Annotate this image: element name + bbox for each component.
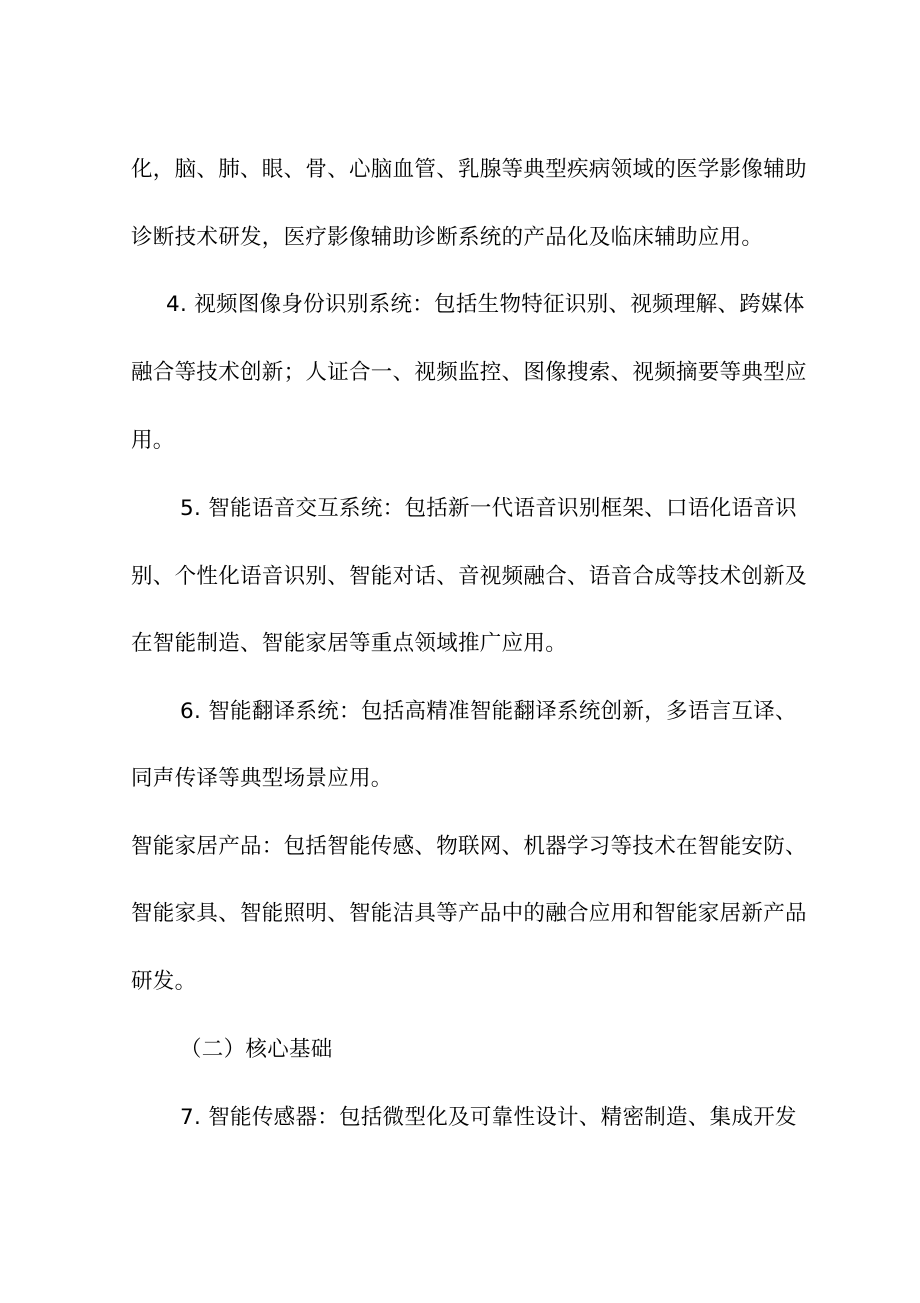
text-line: 诊断技术研发，医疗影像辅助诊断系统的产品化及临床辅助应用。 [131, 225, 764, 250]
section-heading: （二）核心基础 [180, 1037, 333, 1062]
text-line: 研发。 [131, 969, 197, 994]
text-line: 5. 智能语音交互系统：包括新一代语音识别框架、口语化语音识 [180, 496, 797, 521]
text-line: 同声传译等典型场景应用。 [131, 766, 393, 791]
text-line: 6. 智能翻译系统：包括高精准智能翻译系统创新，多语言互译、 [180, 699, 797, 724]
text-line: 化，脑、肺、眼、骨、心脑血管、乳腺等典型疾病领域的医学影像辅助 [131, 157, 807, 182]
text-line: 智能家具、智能照明、智能洁具等产品中的融合应用和智能家居新产品 [131, 901, 807, 926]
text-line: 别、个性化语音识别、智能对话、音视频融合、语音合成等技术创新及 [131, 564, 807, 589]
text-line: 在智能制造、智能家居等重点领域推广应用。 [131, 631, 568, 656]
text-line: 用。 [131, 428, 175, 453]
text-line: 4. 视频图像身份识别系统：包括生物特征识别、视频理解、跨媒体 [166, 292, 805, 317]
text-line: 融合等技术创新；人证合一、视频监控、图像搜索、视频摘要等典型应 [131, 360, 807, 385]
text-line: 智能家居产品：包括智能传感、物联网、机器学习等技术在智能安防、 [131, 834, 807, 859]
text-line: 7. 智能传感器：包括微型化及可靠性设计、精密制造、集成开发 [180, 1105, 797, 1130]
